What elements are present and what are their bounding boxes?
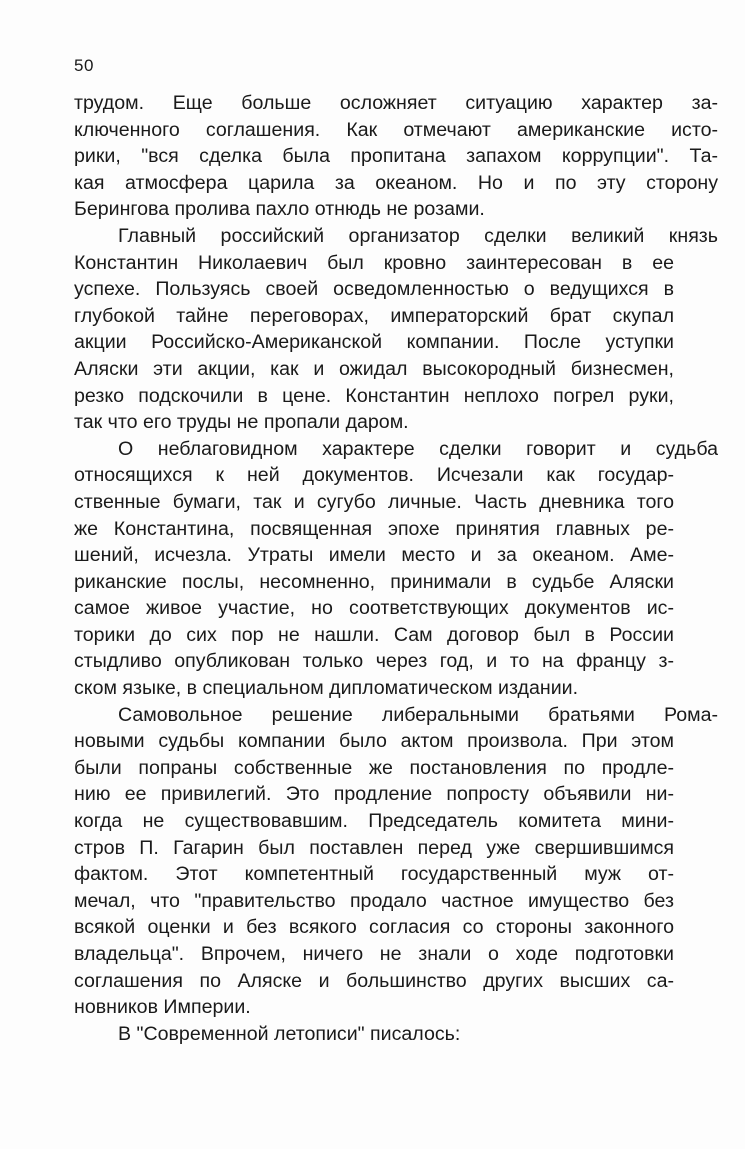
text-line: Главный российский организатор сделки великий князь [118,224,718,247]
text-line: Константин Николаевич был кровно заинтересован в ее [74,251,674,274]
paragraph [74,1021,718,1048]
text-line: ключенного соглашения. Как отмечают американские исто- [74,118,718,141]
text-line: рики, "вся сделка была пропитана запахом коррупции". Та- [74,145,718,168]
text-line: всякой оценки и без всякого согласия со стороны законного [74,916,674,939]
text-line: так что его труды не пропали даром. [74,411,409,434]
text-line: относящихся к ней документов. Исчезали как государ- [74,464,674,487]
text-line: Берингова пролива пахло отнюдь не розами. [74,198,485,221]
text-line: торики до сих пор не нашли. Сам договор был в России [74,623,674,646]
text-line: мечал, что "правительство продало частное имущество без [74,889,674,912]
text-line: новыми судьбы компании было актом произвола. При этом [74,730,674,753]
text-line: новников Империи. [74,996,251,1019]
text-line: же Константина, посвященная эпохе принятия главных ре- [74,517,674,540]
text-line: О неблаговидном характере сделки говорит и судьба [118,437,718,460]
text-line: фактом. Этот компетентный государственный муж от- [74,863,674,886]
paragraph [74,436,718,702]
text-line: ском языке, в специальном дипломатическом издании. [74,677,579,700]
text-line: глубокой тайне переговорах, императорский брат скупал [74,304,674,327]
text-line: шений, исчезла. Утраты имели место и за океаном. Аме- [74,544,674,567]
paragraph [74,90,718,223]
text-line: когда не существовавшим. Председатель комитета мини- [74,810,674,833]
text-line: резко подскочили в цене. Константин неплохо погрел руки, [74,384,674,407]
text-line: риканские послы, несомненно, принимали в судьбе Аляски [74,570,674,593]
text-line: стров П. Гагарин был поставлен перед уже свершившимся [74,836,674,859]
paragraph [74,223,718,436]
body-text [74,90,718,1047]
text-line: владельца". Впрочем, ничего не знали о ходе подготовки [74,943,674,965]
text-line: самое живое участие, но соответствующих документов ис- [74,597,674,620]
page-number: 50 [74,56,94,75]
text-line: В "Современной летописи" писалось: [118,1022,461,1045]
text-line: кая атмосфера царила за океаном. Но и по эту сторону [74,171,718,194]
text-line: стыдливо опубликован только через год, и то на францу з- [74,650,674,673]
text-line: Аляски эти акции, как и ожидал высокородный бизнесмен, [74,357,674,380]
text-line: ственные бумаги, так и сугубо личные. Часть дневника того [74,490,674,513]
text-line: акции Российско-Американской компании. После уступки [74,331,674,354]
paragraph [74,702,718,1021]
text-line: успехе. Пользуясь своей осведомленностью о ведущихся в [74,278,674,301]
text-line: нию ее привилегий. Это продление попросту объявили ни- [74,783,674,806]
text-line: Самовольное решение либеральными братьями Рома- [118,703,718,726]
text-line: трудом. Еще больше осложняет ситуацию характер за- [74,92,718,114]
text-line: соглашения по Аляске и большинство других высших са- [74,969,674,992]
text-line: были попраны собственные же постановления по продле- [74,756,674,779]
